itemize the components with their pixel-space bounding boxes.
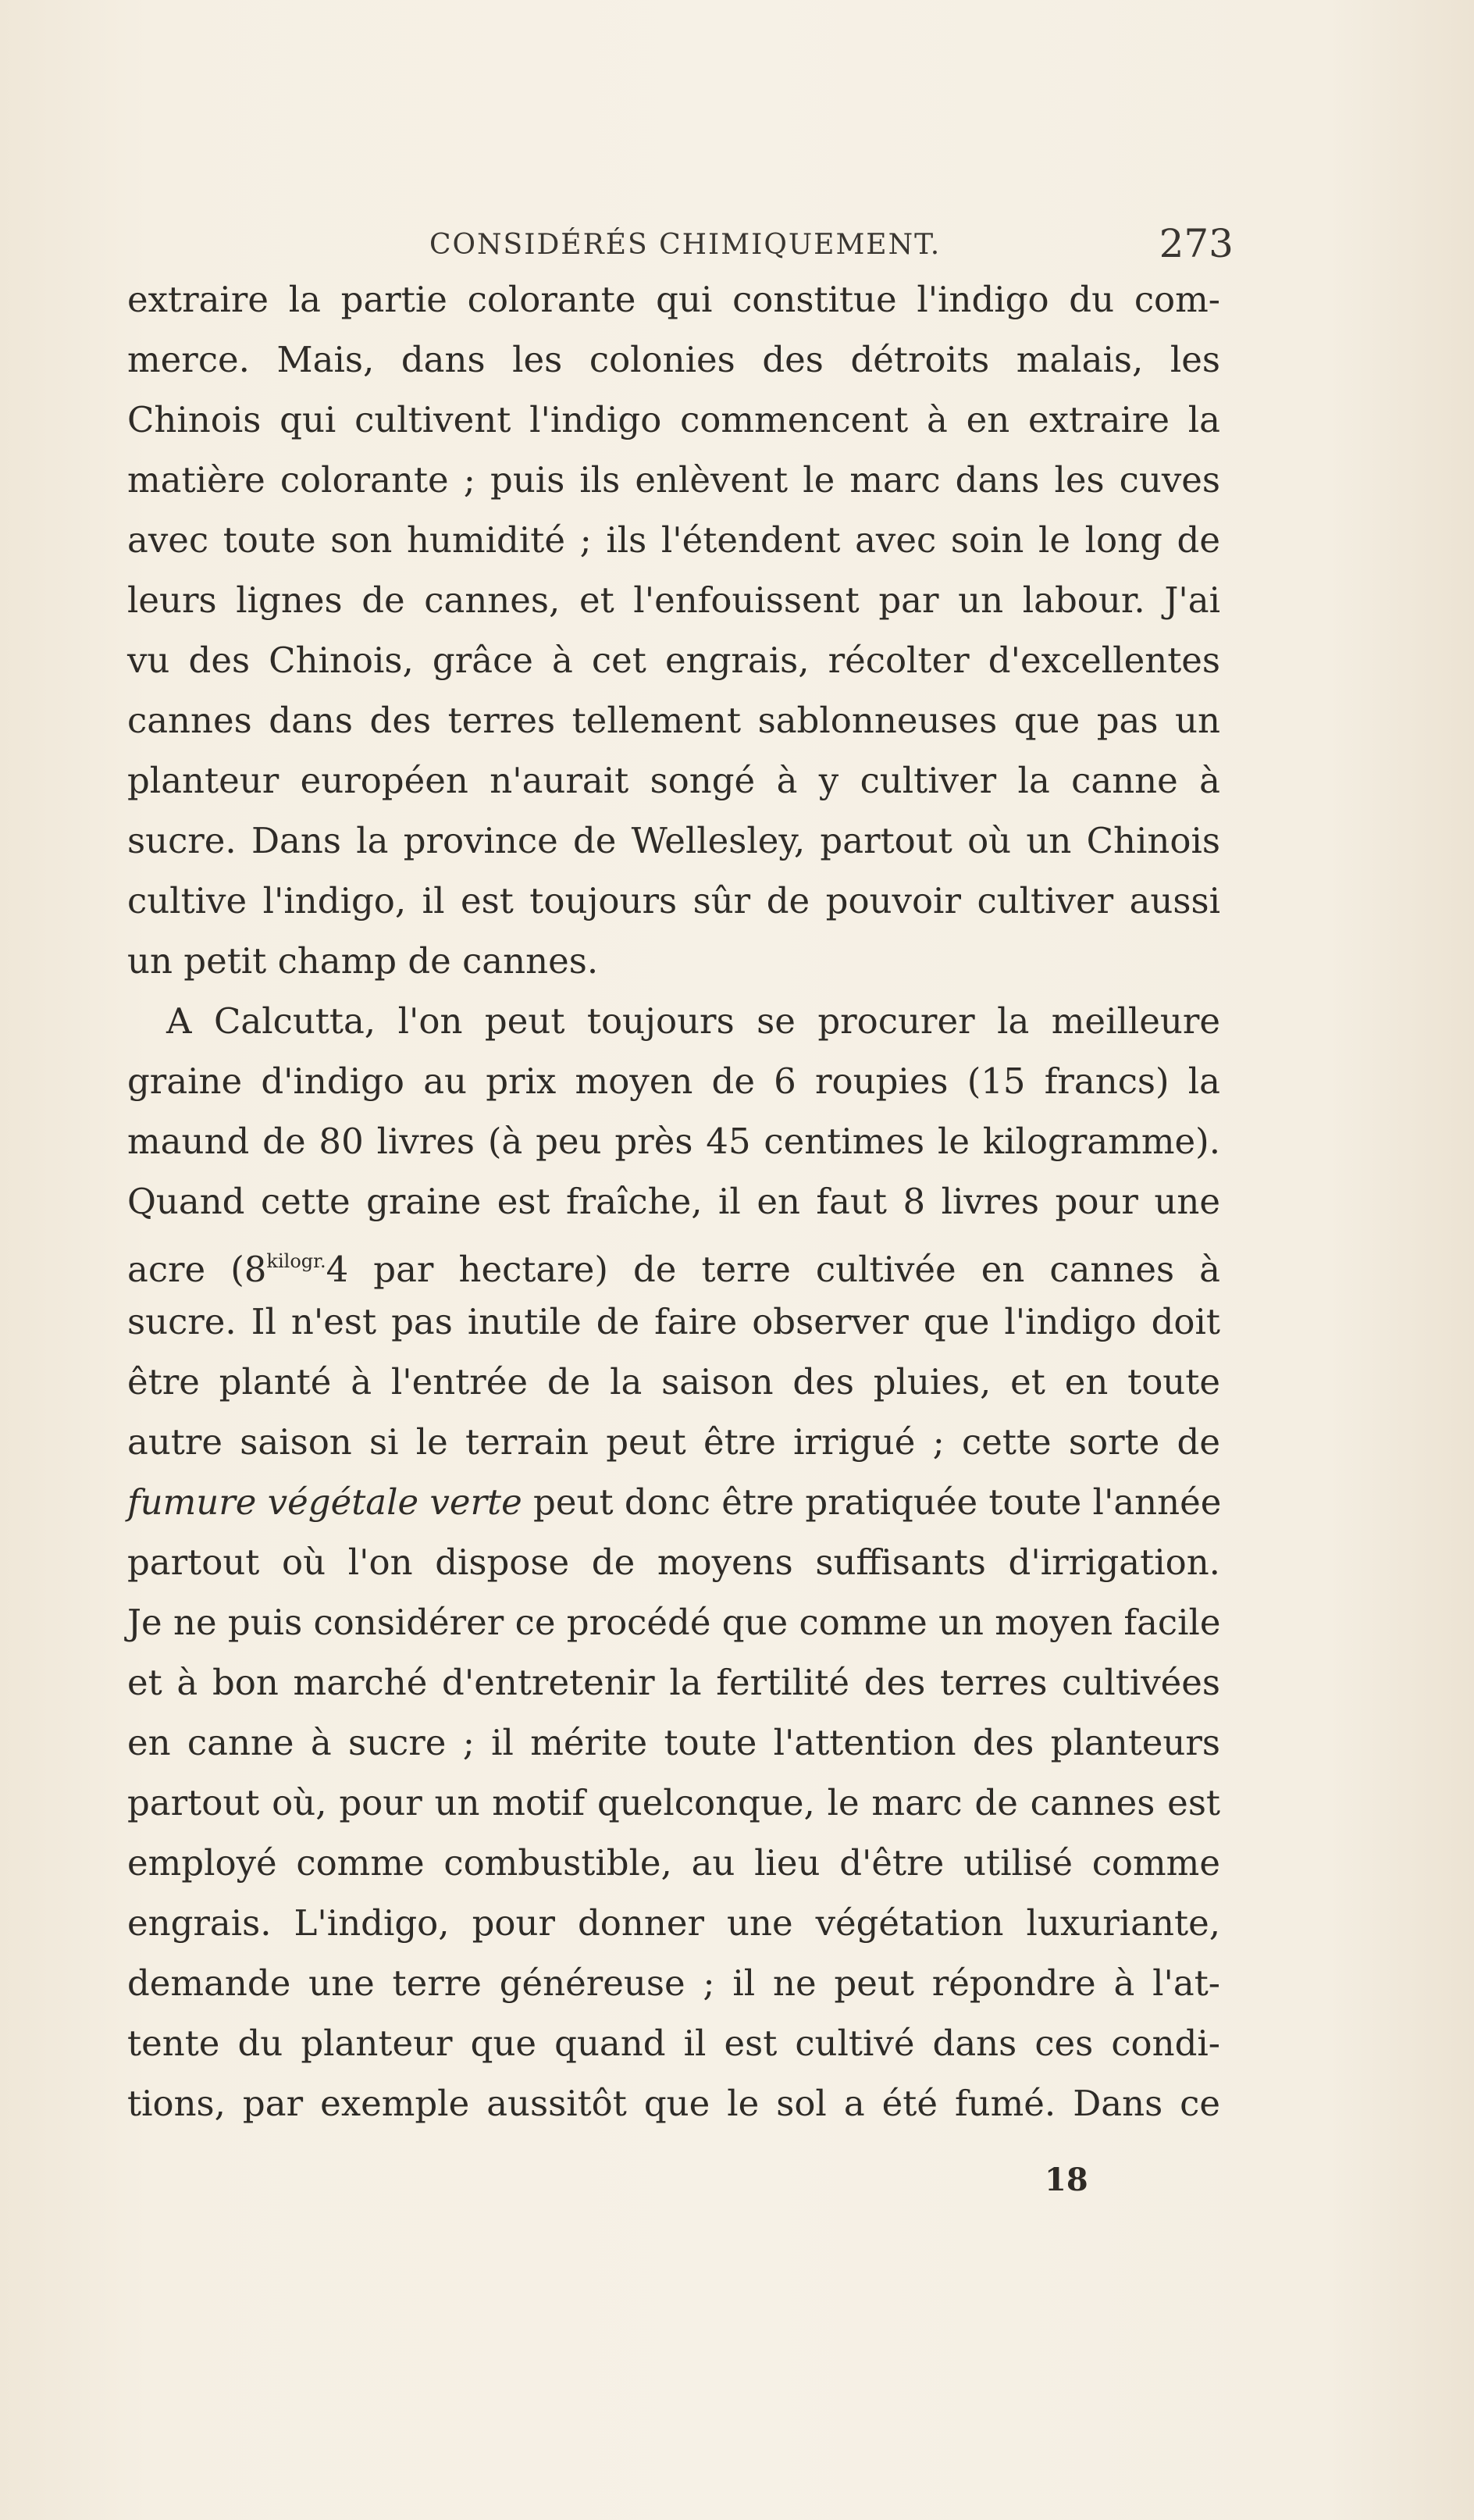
text-line: demande une terre généreuse ; il ne peut répondre à l'at- [127,1962,1220,2004]
text-line: Chinois qui cultivent l'indigo commencent à en extraire la [127,399,1220,440]
text-line: vu des Chinois, grâce à cet engrais, récolter d'excellentes [127,640,1220,681]
text-line: matière colorante ; puis ils enlèvent le marc dans les cuves [127,459,1220,501]
page-number: 273 [1159,221,1234,266]
text-line: engrais. L'indigo, pour donner une végétation luxuriante, [127,1902,1220,1944]
text-line: en canne à sucre ; il mérite toute l'attention des planteurs [127,1722,1220,1763]
text-segment: 4 par hectare) de terre cultivée en cannes à [326,1249,1220,1290]
text-line: planteur européen n'aurait songé à y cultiver la canne à [127,760,1220,801]
text-line: sucre. Dans la province de Wellesley, partout où un Chinois [127,820,1220,861]
text-line-with-superscript [127,1231,1220,1292]
text-line: avec toute son humidité ; ils l'étendent avec soin le long de [127,519,1220,561]
text-line: Quand cette graine est fraîche, il en faut 8 livres pour une [127,1181,1220,1222]
text-segment: acre (8 [127,1249,267,1290]
text-line: partout où, pour un motif quelconque, le marc de cannes est [127,1782,1220,1823]
text-line: graine d'indigo au prix moyen de 6 roupies (15 francs) la [127,1060,1220,1102]
text-line: partout où l'on dispose de moyens suffisants d'irrigation. [127,1542,1220,1583]
text-line: merce. Mais, dans les colonies des détroits malais, les [127,339,1220,380]
text-line: cannes dans des terres tellement sablonneuses que pas un [127,700,1220,741]
text-line: et à bon marché d'entretenir la fertilité des terres cultivées [127,1662,1220,1703]
running-head-title: CONSIDÉRÉS CHIMIQUEMENT. [429,229,942,261]
text-line-with-italic [127,1472,1220,1532]
text-line: tions, par exemple aussitôt que le sol a été fumé. Dans ce [127,2083,1220,2124]
text-line: autre saison si le terrain peut être irrigué ; cette sorte de [127,1421,1220,1463]
signature-mark: 18 [1045,2162,1088,2198]
text-line: extraire la partie colorante qui constitue l'indigo du com- [127,279,1220,320]
running-head [125,221,1234,268]
text-line: un petit champ de cannes. [127,940,599,982]
text-line: A Calcutta, l'on peut toujours se procurer la meilleure [166,1000,1220,1042]
text-line: tente du planteur que quand il est cultivé dans ces condi- [127,2023,1220,2064]
text-line: Je ne puis considérer ce procédé que comme un moyen facile [127,1602,1221,1643]
text-line: maund de 80 livres (à peu près 45 centimes le kilogramme). [127,1121,1220,1162]
superscript-unit: kilogr. [266,1250,326,1272]
body-text [127,269,1220,2133]
text-line: cultive l'indigo, il est toujours sûr de pouvoir cultiver aussi [127,880,1220,921]
text-line: leurs lignes de cannes, et l'enfouissent par un labour. J'ai [127,579,1220,621]
text-segment: peut donc être pratiquée toute l'année [522,1481,1222,1523]
text-line: sucre. Il n'est pas inutile de faire observer que l'indigo doit [127,1301,1220,1342]
text-line: être planté à l'entrée de la saison des pluies, et en toute [127,1361,1220,1403]
italic-phrase: fumure végétale verte [127,1481,522,1523]
text-line: employé comme combustible, au lieu d'être utilisé comme [127,1842,1220,1884]
